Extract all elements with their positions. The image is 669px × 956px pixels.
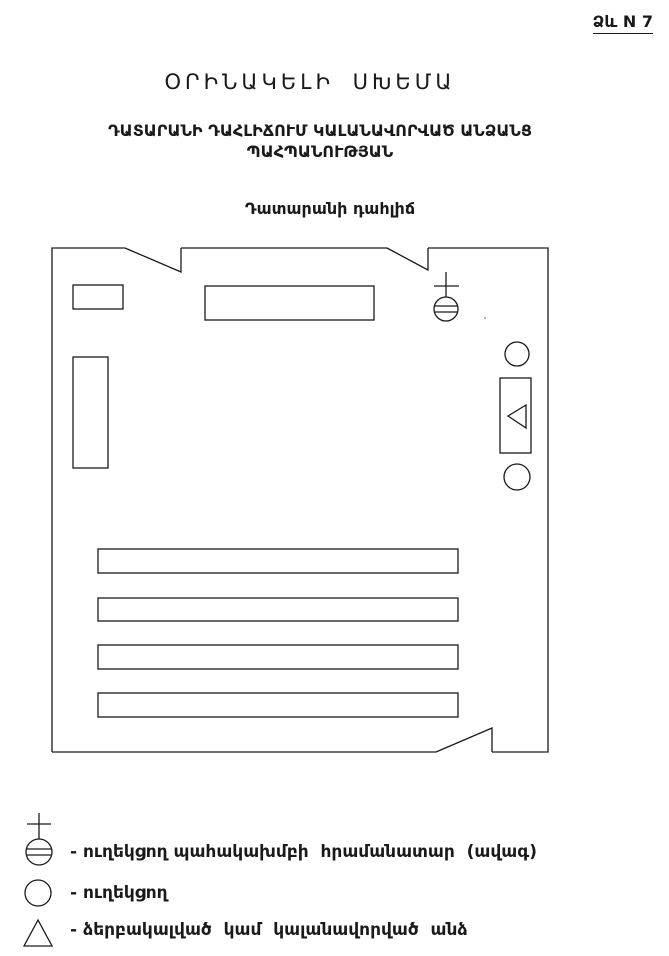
stray-dot — [484, 317, 486, 319]
courtroom-label: Դատարանի դահլիճ — [244, 199, 416, 218]
commander-symbol — [434, 272, 459, 321]
form-number: Ձև N 7 — [593, 12, 653, 34]
bench-row-4 — [98, 693, 458, 717]
legend-label-detainee: - ձերբակալված կամ կալանավորված անձ — [70, 920, 468, 940]
subtitle-line-2: ՊԱՀՊԱՆՈՒԹՅԱՆ — [246, 142, 394, 161]
bench-row-1 — [98, 549, 458, 573]
escort-commander-icon — [25, 810, 55, 868]
escort-circle-top — [505, 342, 529, 366]
spectator-benches — [98, 549, 458, 717]
bench-row-2 — [98, 598, 458, 621]
bench-row-3 — [98, 645, 458, 669]
legend-label-commander: - ուղեկցող պահակախմբի հրամանատար (ավագ) — [70, 842, 537, 862]
door-top-right — [387, 248, 428, 270]
courtroom-walls — [52, 248, 548, 752]
judges-bench — [205, 286, 374, 320]
left-stand — [73, 357, 108, 468]
door-bottom-right — [436, 728, 492, 752]
escort-circle-bottom — [504, 464, 530, 490]
escort-icon — [24, 879, 54, 909]
legend-label-escort: - ուղեկցող — [70, 883, 168, 903]
page-title: ՕՐԻՆԱԿԵԼԻ ՍԽԵՄԱ — [164, 70, 456, 94]
detainee-icon — [21, 917, 57, 949]
subtitle-line-1: ԴԱՏԱՐԱՆԻ ԴԱՀԼԻՃՈՒՄ ԿԱԼԱՆԱՎՈՐՎԱԾ ԱՆՁԱՆՑ — [107, 121, 533, 140]
side-table — [73, 285, 123, 309]
door-top-left — [125, 248, 181, 272]
detainee-triangle — [508, 405, 526, 428]
